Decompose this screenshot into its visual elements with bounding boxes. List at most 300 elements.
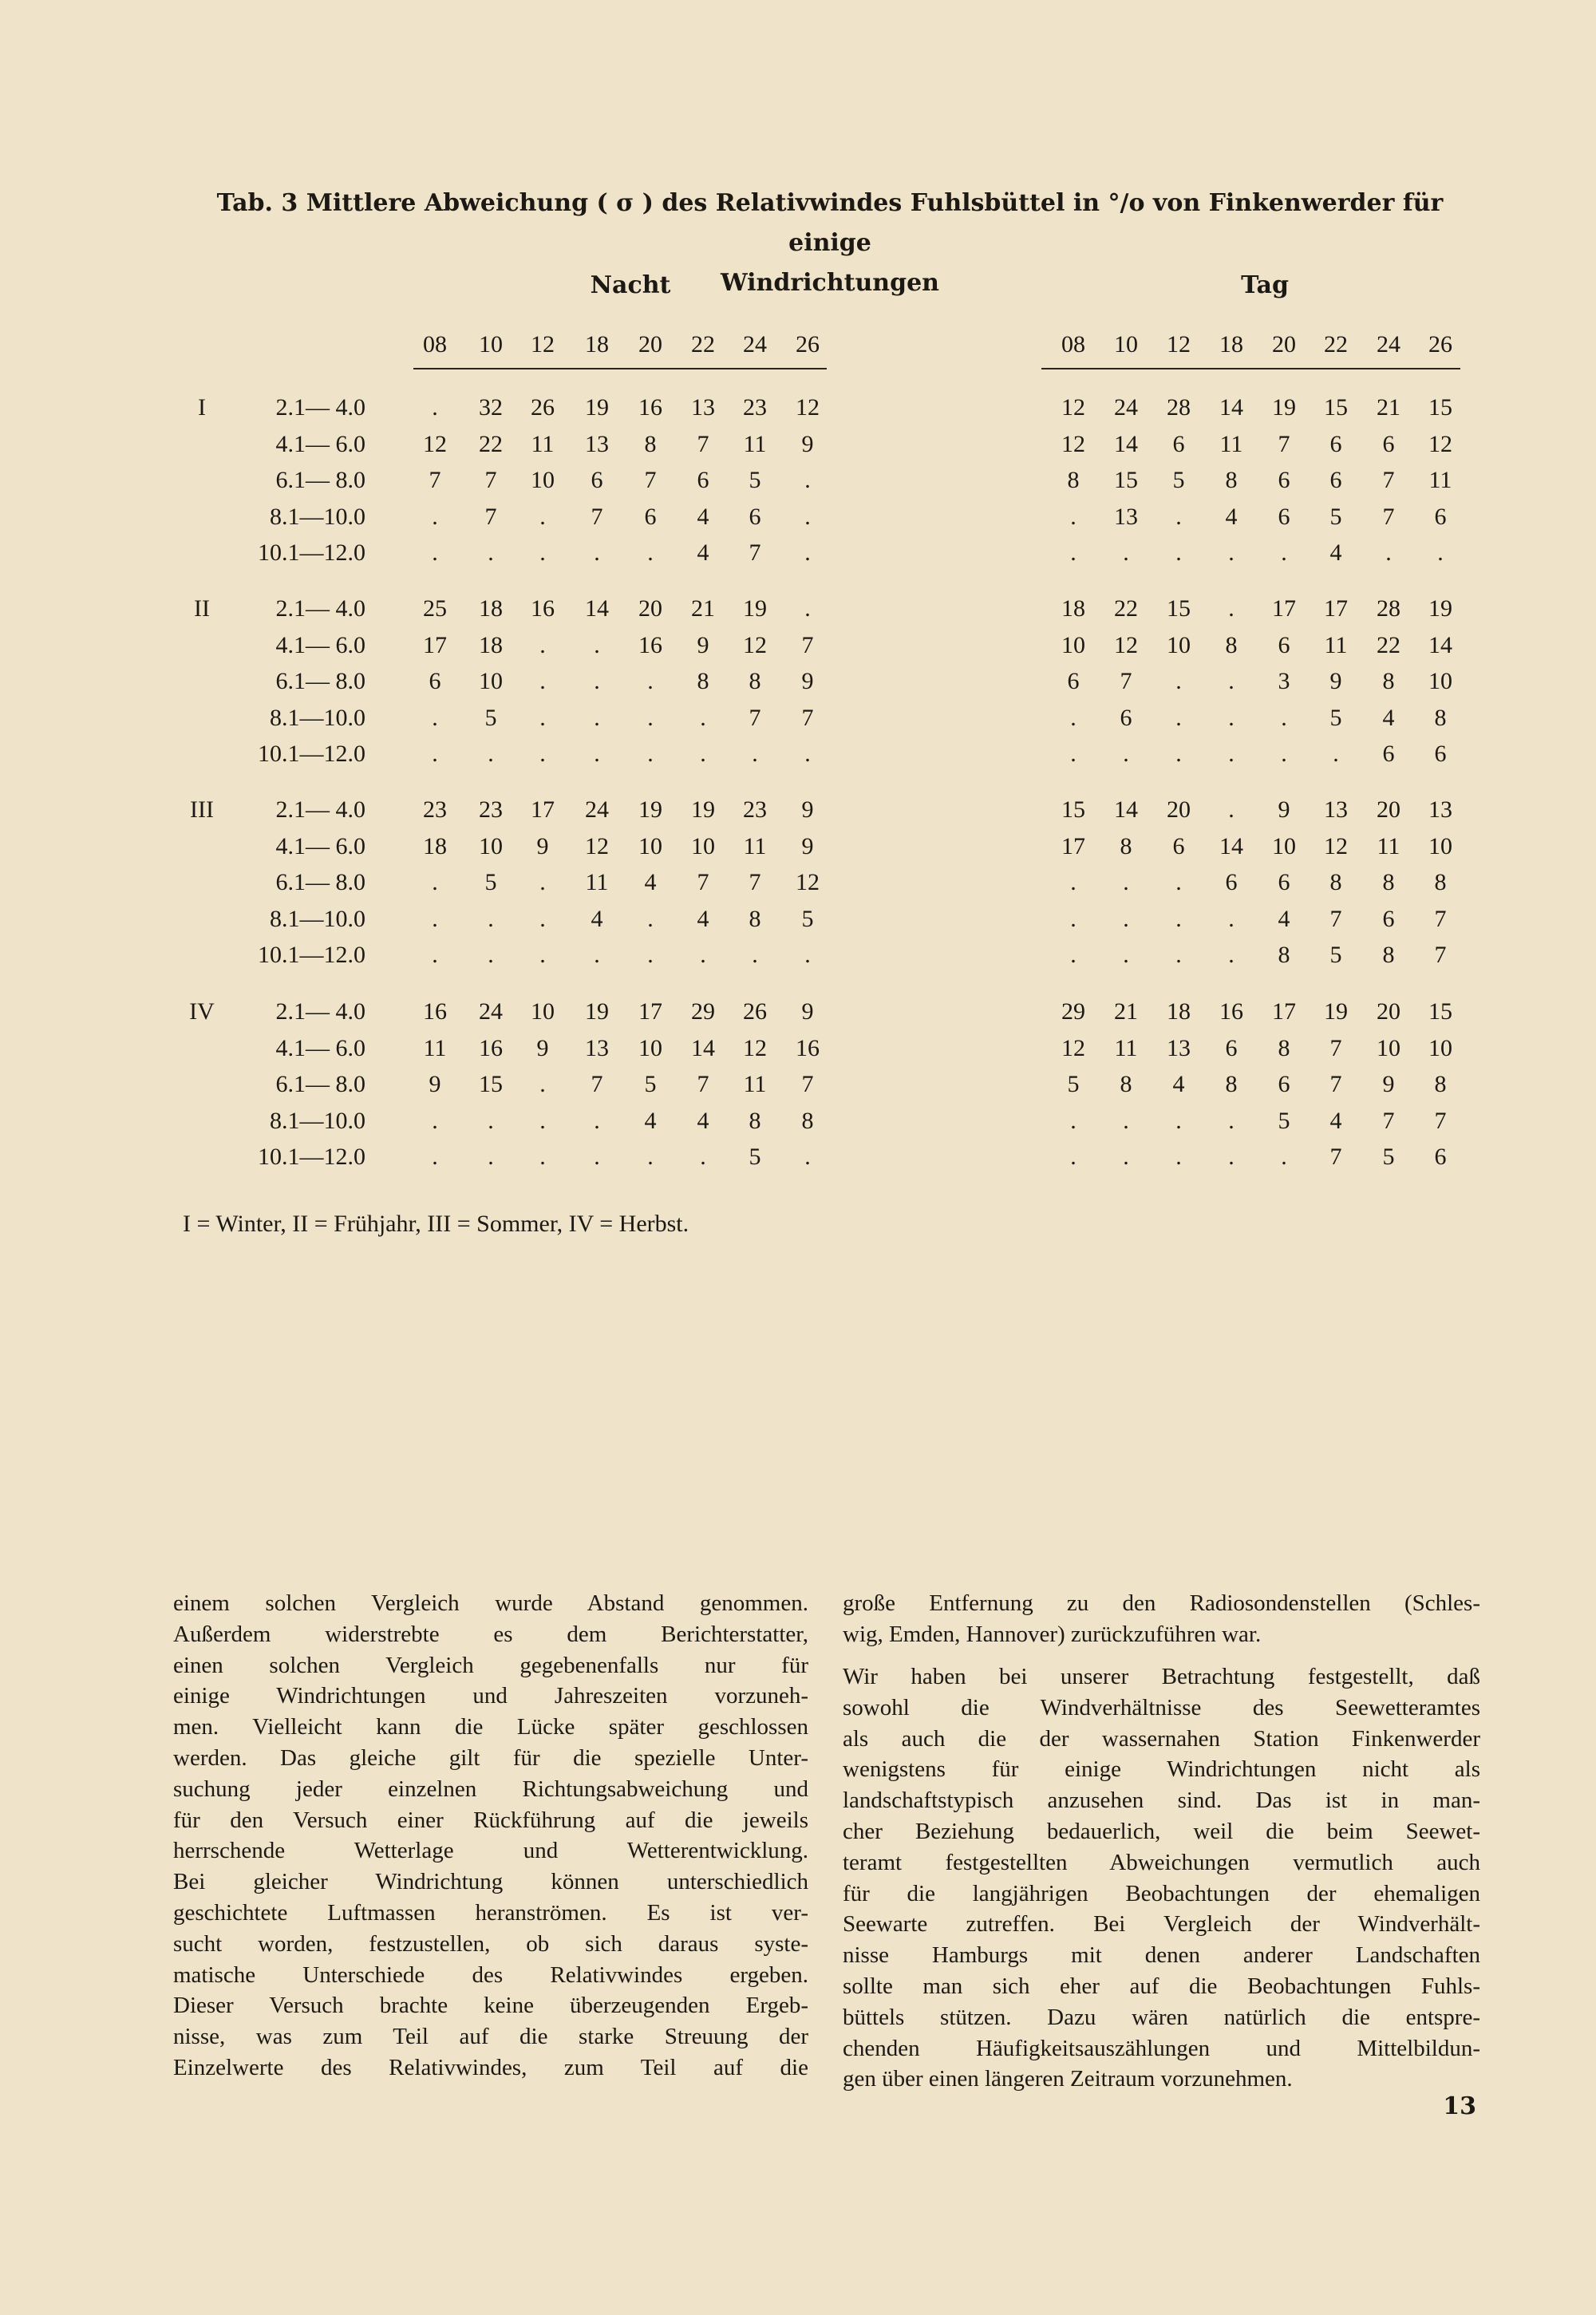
table-cell-nacht: 14 xyxy=(585,595,609,622)
table-cell-nacht: 11 xyxy=(743,1071,767,1097)
wind-speed-range: 6.1— 8.0 xyxy=(275,668,365,694)
table-cell-nacht: 11 xyxy=(743,833,767,859)
table-cell-tag: 6 xyxy=(1067,668,1080,694)
text-line: teramt festgestellten Abweichungen vermutlich auch xyxy=(843,1849,1480,1875)
table-cell-nacht: 24 xyxy=(585,796,609,823)
table-cell-tag: 6 xyxy=(1329,431,1342,457)
table-cell-nacht: . xyxy=(647,1144,654,1170)
table-cell-nacht: . xyxy=(488,539,494,566)
table-cell-tag: . xyxy=(1228,741,1235,767)
table-cell-tag: 13 xyxy=(1428,796,1452,823)
table-cell-nacht: . xyxy=(594,539,600,566)
table-cell-nacht: . xyxy=(432,906,438,932)
table-cell-nacht: 16 xyxy=(638,394,662,421)
table-cell-tag: 12 xyxy=(1428,431,1452,457)
table-cell-tag: 8 xyxy=(1434,1071,1447,1097)
table-cell-nacht: . xyxy=(594,632,600,658)
table-cell-nacht: . xyxy=(647,668,654,694)
table-cell-nacht: 13 xyxy=(585,1035,609,1061)
table-cell-tag: 10 xyxy=(1061,632,1085,658)
table-cell-tag: . xyxy=(1070,1108,1077,1134)
group-heading-tag: Tag xyxy=(1241,271,1289,299)
table-cell-tag: . xyxy=(1228,796,1235,823)
table-cell-tag: . xyxy=(1228,705,1235,731)
table-cell-tag: 7 xyxy=(1278,431,1290,457)
table-cell-tag: 5 xyxy=(1329,504,1342,530)
table-cell-tag: . xyxy=(1228,1108,1235,1134)
table-cell-tag: 8 xyxy=(1225,632,1238,658)
table-cell-tag: 13 xyxy=(1324,796,1348,823)
table-cell-tag: . xyxy=(1228,668,1235,694)
table-cell-nacht: 7 xyxy=(749,869,761,895)
table-cell-tag: . xyxy=(1070,539,1077,566)
table-cell-nacht: 19 xyxy=(585,998,609,1025)
table-cell-nacht: . xyxy=(488,741,494,767)
table-cell-tag: 6 xyxy=(1382,741,1395,767)
table-cell-tag: . xyxy=(1281,705,1287,731)
table-cell-nacht: 16 xyxy=(638,632,662,658)
table-cell-nacht: 4 xyxy=(697,1108,709,1134)
table-cell-nacht: 5 xyxy=(484,705,497,731)
text-line: Wir haben bei unserer Betrachtung festgestellt, daß xyxy=(843,1664,1480,1689)
text-line: nisse, was zum Teil auf die starke Streuung der xyxy=(173,2024,808,2050)
season-label: II xyxy=(194,595,210,622)
table-cell-tag: . xyxy=(1123,741,1129,767)
table-cell-nacht: . xyxy=(647,539,654,566)
table-cell-nacht: 7 xyxy=(484,504,497,530)
table-cell-tag: 5 xyxy=(1172,467,1185,493)
table-cell-nacht: . xyxy=(539,1144,546,1170)
table-cell-nacht: 12 xyxy=(743,1035,767,1061)
table-cell-tag: 6 xyxy=(1382,906,1395,932)
table-cell-nacht: 23 xyxy=(479,796,503,823)
table-cell-tag: 15 xyxy=(1061,796,1085,823)
table-cell-nacht: 10 xyxy=(638,1035,662,1061)
table-cell-nacht: 7 xyxy=(429,467,441,493)
table-cell-tag: 7 xyxy=(1120,668,1132,694)
wind-speed-range: 10.1—12.0 xyxy=(258,539,365,566)
table-cell-nacht: 7 xyxy=(749,705,761,731)
table-cell-nacht: 8 xyxy=(749,668,761,694)
table-cell-nacht: . xyxy=(432,705,438,731)
table-cell-nacht: 16 xyxy=(531,595,555,622)
table-cell-tag: 20 xyxy=(1167,796,1191,823)
table-cell-tag: 18 xyxy=(1167,998,1191,1025)
table-cell-nacht: 7 xyxy=(644,467,657,493)
wind-speed-range: 8.1—10.0 xyxy=(270,705,365,731)
table-cell-tag: 9 xyxy=(1278,796,1290,823)
wind-speed-range: 4.1— 6.0 xyxy=(275,632,365,658)
table-cell-tag: 20 xyxy=(1377,796,1400,823)
table-cell-nacht: 23 xyxy=(743,394,767,421)
table-cell-nacht: 7 xyxy=(591,504,603,530)
table-cell-nacht: . xyxy=(539,906,546,932)
table-cell-nacht: . xyxy=(700,942,706,968)
table-cell-tag: . xyxy=(1281,741,1287,767)
table-cell-nacht: . xyxy=(700,705,706,731)
table-cell-tag: . xyxy=(1281,1144,1287,1170)
table-cell-nacht: . xyxy=(432,1144,438,1170)
table-cell-tag: 19 xyxy=(1428,595,1452,622)
text-line: büttels stützen. Dazu wären natürlich die entspre- xyxy=(843,2004,1480,2030)
table-cell-nacht: 6 xyxy=(749,504,761,530)
table-cell-nacht: . xyxy=(539,1108,546,1134)
table-cell-tag: 6 xyxy=(1225,1035,1238,1061)
table-cell-nacht: . xyxy=(539,504,546,530)
table-cell-tag: 8 xyxy=(1120,1071,1132,1097)
table-cell-nacht: 26 xyxy=(743,998,767,1025)
table-cell-nacht: 16 xyxy=(796,1035,820,1061)
column-header-nacht: 22 xyxy=(691,331,715,358)
wind-speed-range: 6.1— 8.0 xyxy=(275,869,365,895)
table-cell-nacht: . xyxy=(539,869,546,895)
column-header-nacht: 20 xyxy=(638,331,662,358)
table-cell-nacht: 12 xyxy=(796,869,820,895)
table-cell-tag: 6 xyxy=(1382,431,1395,457)
table-cell-tag: 6 xyxy=(1225,869,1238,895)
table-cell-tag: 7 xyxy=(1382,467,1395,493)
table-cell-tag: 14 xyxy=(1219,394,1243,421)
column-header-nacht: 10 xyxy=(479,331,503,358)
table-cell-nacht: 6 xyxy=(429,668,441,694)
table-cell-nacht: 5 xyxy=(749,1144,761,1170)
table-cell-nacht: . xyxy=(432,942,438,968)
table-cell-nacht: 4 xyxy=(697,906,709,932)
table-cell-nacht: 19 xyxy=(691,796,715,823)
table-cell-nacht: 17 xyxy=(423,632,447,658)
table-cell-tag: 19 xyxy=(1272,394,1296,421)
table-cell-tag: 9 xyxy=(1329,668,1342,694)
table-cell-nacht: 18 xyxy=(479,595,503,622)
table-cell-nacht: 4 xyxy=(644,869,657,895)
wind-speed-range: 2.1— 4.0 xyxy=(275,595,365,622)
table-cell-nacht: 26 xyxy=(531,394,555,421)
table-cell-nacht: 14 xyxy=(691,1035,715,1061)
table-cell-nacht: . xyxy=(647,906,654,932)
table-cell-nacht: 4 xyxy=(697,539,709,566)
table-cell-nacht: 10 xyxy=(531,998,555,1025)
table-cell-tag: . xyxy=(1123,1144,1129,1170)
table-cell-nacht: . xyxy=(804,1144,811,1170)
table-cell-nacht: 25 xyxy=(423,595,447,622)
table-cell-nacht: 9 xyxy=(801,998,814,1025)
table-cell-nacht: 7 xyxy=(749,539,761,566)
table-cell-nacht: 4 xyxy=(591,906,603,932)
table-cell-nacht: 8 xyxy=(644,431,657,457)
caption-line-2: Windrichtungen xyxy=(721,269,939,297)
table-cell-tag: 15 xyxy=(1428,998,1452,1025)
table-cell-nacht: . xyxy=(488,906,494,932)
table-cell-nacht: . xyxy=(647,942,654,968)
wind-speed-range: 10.1—12.0 xyxy=(258,1144,365,1170)
column-header-nacht: 18 xyxy=(585,331,609,358)
table-cell-nacht: 10 xyxy=(638,833,662,859)
table-cell-nacht: . xyxy=(539,705,546,731)
paragraph xyxy=(843,1661,1480,2095)
header-rule-tag xyxy=(1041,368,1460,369)
text-line: men. Vielleicht kann die Lücke später geschlossen xyxy=(173,1714,808,1740)
table-cell-tag: 14 xyxy=(1114,796,1138,823)
wind-speed-range: 4.1— 6.0 xyxy=(275,1035,365,1061)
text-line: gen über einen längeren Zeitraum vorzunehmen. xyxy=(843,2066,1293,2092)
table-cell-nacht: . xyxy=(804,539,811,566)
text-line: herrschende Wetterlage und Wetterentwicklung. xyxy=(173,1838,808,1864)
table-cell-nacht: . xyxy=(594,1108,600,1134)
table-cell-nacht: 5 xyxy=(801,906,814,932)
table-cell-nacht: . xyxy=(432,539,438,566)
column-header-tag: 08 xyxy=(1061,331,1085,358)
paragraph xyxy=(843,1588,1480,1650)
table-cell-tag: 18 xyxy=(1061,595,1085,622)
table-cell-tag: . xyxy=(1175,906,1182,932)
table-cell-tag: 21 xyxy=(1114,998,1138,1025)
column-header-tag: 10 xyxy=(1114,331,1138,358)
table-cell-tag: . xyxy=(1123,906,1129,932)
table-cell-nacht: 9 xyxy=(801,833,814,859)
table-cell-tag: 29 xyxy=(1061,998,1085,1025)
table-cell-tag: 8 xyxy=(1278,942,1290,968)
table-cell-tag: 10 xyxy=(1428,668,1452,694)
table-cell-nacht: 7 xyxy=(697,431,709,457)
wind-speed-range: 2.1— 4.0 xyxy=(275,796,365,823)
table-cell-tag: 6 xyxy=(1434,1144,1447,1170)
column-header-tag: 18 xyxy=(1219,331,1243,358)
table-cell-nacht: 19 xyxy=(585,394,609,421)
column-header-tag: 26 xyxy=(1428,331,1452,358)
table-cell-tag: 9 xyxy=(1382,1071,1395,1097)
caption-line-1: Tab. 3 Mittlere Abweichung ( σ ) des Relativwindes Fuhlsbüttel in °/o von Finkenwerder für einige xyxy=(216,189,1444,257)
table-cell-nacht: 19 xyxy=(638,796,662,823)
group-heading-nacht: Nacht xyxy=(590,271,671,299)
table-cell-nacht: 19 xyxy=(743,595,767,622)
table-cell-tag: 11 xyxy=(1428,467,1452,493)
table-cell-tag: 10 xyxy=(1272,833,1296,859)
table-cell-nacht: . xyxy=(804,467,811,493)
wind-speed-range: 2.1— 4.0 xyxy=(275,998,365,1025)
text-line: Einzelwerte des Relativwindes, zum Teil auf die xyxy=(173,2054,808,2080)
text-line: wenigstens für einige Windrichtungen nicht als xyxy=(843,1756,1480,1783)
table-cell-nacht: . xyxy=(804,504,811,530)
table-cell-tag: 12 xyxy=(1061,431,1085,457)
table-cell-tag: 13 xyxy=(1167,1035,1191,1061)
text-line: für den Versuch einer Rückführung auf die jeweils xyxy=(173,1807,808,1833)
table-cell-tag: 15 xyxy=(1324,394,1348,421)
table-cell-nacht: 6 xyxy=(697,467,709,493)
table-cell-tag: 12 xyxy=(1324,833,1348,859)
table-cell-nacht: . xyxy=(432,869,438,895)
table-cell-tag: . xyxy=(1175,741,1182,767)
table-cell-tag: . xyxy=(1070,504,1077,530)
table-cell-tag: 8 xyxy=(1382,942,1395,968)
table-cell-nacht: 10 xyxy=(479,833,503,859)
table-cell-tag: 11 xyxy=(1114,1035,1138,1061)
table-cell-tag: 8 xyxy=(1278,1035,1290,1061)
table-cell-tag: 22 xyxy=(1114,595,1138,622)
table-cell-nacht: . xyxy=(752,741,758,767)
table-cell-tag: 15 xyxy=(1114,467,1138,493)
table-cell-nacht: . xyxy=(752,942,758,968)
text-line: landschaftstypisch anzusehen sind. Das ist in man- xyxy=(843,1788,1480,1814)
table-cell-tag: . xyxy=(1228,1144,1235,1170)
table-cell-tag: 28 xyxy=(1377,595,1400,622)
table-cell-nacht: 11 xyxy=(585,869,609,895)
text-line: sucht worden, festzustellen, ob sich daraus syste- xyxy=(173,1930,808,1957)
table-cell-nacht: 9 xyxy=(429,1071,441,1097)
wind-speed-range: 4.1— 6.0 xyxy=(275,431,365,457)
table-cell-nacht: . xyxy=(539,741,546,767)
table-cell-tag: 6 xyxy=(1329,467,1342,493)
table-cell-nacht: 17 xyxy=(638,998,662,1025)
table-cell-nacht: 7 xyxy=(484,467,497,493)
table-cell-nacht: . xyxy=(594,668,600,694)
table-cell-tag: 7 xyxy=(1382,504,1395,530)
table-cell-tag: . xyxy=(1070,741,1077,767)
table-cell-tag: 6 xyxy=(1278,467,1290,493)
table-cell-nacht: 13 xyxy=(585,431,609,457)
text-line: matische Unterschiede des Relativwindes ergeben. xyxy=(173,1961,808,1988)
table-cell-tag: 4 xyxy=(1172,1071,1185,1097)
table-cell-tag: 6 xyxy=(1278,869,1290,895)
table-cell-nacht: 6 xyxy=(591,467,603,493)
table-cell-tag: 6 xyxy=(1278,1071,1290,1097)
wind-speed-range: 10.1—12.0 xyxy=(258,942,365,968)
table-cell-tag: 16 xyxy=(1219,998,1243,1025)
table-cell-tag: 10 xyxy=(1428,833,1452,859)
wind-speed-range: 8.1—10.0 xyxy=(270,504,365,530)
table-cell-nacht: . xyxy=(804,942,811,968)
table-cell-nacht: 5 xyxy=(484,869,497,895)
table-cell-tag: 8 xyxy=(1120,833,1132,859)
table-cell-tag: . xyxy=(1070,942,1077,968)
table-cell-tag: 5 xyxy=(1067,1071,1080,1097)
table-cell-tag: 7 xyxy=(1329,906,1342,932)
table-cell-nacht: 7 xyxy=(697,869,709,895)
wind-speed-range: 6.1— 8.0 xyxy=(275,1071,365,1097)
table-cell-tag: 5 xyxy=(1382,1144,1395,1170)
table-cell-tag: 6 xyxy=(1278,504,1290,530)
table-cell-nacht: 16 xyxy=(423,998,447,1025)
table-cell-tag: 3 xyxy=(1278,668,1290,694)
table-cell-nacht: . xyxy=(432,1108,438,1134)
text-line: nisse Hamburgs mit denen anderer Landschaften xyxy=(843,1942,1480,1969)
text-line: für die langjährigen Beobachtungen der ehemaligen xyxy=(843,1880,1480,1906)
table-cell-tag: 19 xyxy=(1324,998,1348,1025)
table-cell-nacht: . xyxy=(804,595,811,622)
table-cell-nacht: 9 xyxy=(801,431,814,457)
table-cell-tag: . xyxy=(1123,942,1129,968)
table-cell-tag: . xyxy=(1175,539,1182,566)
table-cell-tag: 8 xyxy=(1225,467,1238,493)
table-cell-nacht: 5 xyxy=(644,1071,657,1097)
table-cell-nacht: 8 xyxy=(801,1108,814,1134)
table-cell-tag: 17 xyxy=(1324,595,1348,622)
text-line: Dieser Versuch brachte keine überzeugenden Ergeb- xyxy=(173,1993,808,2019)
column-header-tag: 20 xyxy=(1272,331,1296,358)
table-cell-nacht: 17 xyxy=(531,796,555,823)
text-line: einen solchen Vergleich gegebenenfalls nur für xyxy=(173,1652,808,1678)
table-cell-tag: . xyxy=(1228,595,1235,622)
table-cell-nacht: 11 xyxy=(531,431,555,457)
table-cell-nacht: 20 xyxy=(638,595,662,622)
table-cell-nacht: . xyxy=(539,1071,546,1097)
table-cell-tag: . xyxy=(1123,539,1129,566)
table-cell-tag: 4 xyxy=(1278,906,1290,932)
table-cell-tag: 8 xyxy=(1225,1071,1238,1097)
table-cell-nacht: 12 xyxy=(423,431,447,457)
table-cell-tag: . xyxy=(1070,906,1077,932)
table-cell-nacht: 22 xyxy=(479,431,503,457)
table-cell-nacht: 11 xyxy=(743,431,767,457)
table-cell-tag: . xyxy=(1175,504,1182,530)
table-cell-nacht: 8 xyxy=(749,1108,761,1134)
table-cell-nacht: 4 xyxy=(644,1108,657,1134)
table-cell-tag: . xyxy=(1228,539,1235,566)
table-cell-nacht: 7 xyxy=(801,632,814,658)
table-cell-tag: 8 xyxy=(1067,467,1080,493)
table-cell-tag: 28 xyxy=(1167,394,1191,421)
table-cell-tag: 11 xyxy=(1219,431,1243,457)
table-cell-tag: . xyxy=(1123,1108,1129,1134)
table-cell-nacht: 12 xyxy=(585,833,609,859)
text-line: wig, Emden, Hannover) zurückzuführen war. xyxy=(843,1621,1262,1647)
table-cell-nacht: 18 xyxy=(479,632,503,658)
table-cell-tag: 6 xyxy=(1172,833,1185,859)
table-cell-nacht: 16 xyxy=(479,1035,503,1061)
table-cell-tag: 4 xyxy=(1329,539,1342,566)
table-cell-tag: 13 xyxy=(1114,504,1138,530)
header-rule-nacht xyxy=(413,368,827,369)
table-cell-tag: . xyxy=(1123,869,1129,895)
table-cell-nacht: 8 xyxy=(697,668,709,694)
table-cell-tag: 17 xyxy=(1272,998,1296,1025)
table-cell-tag: 5 xyxy=(1329,705,1342,731)
table-cell-tag: 12 xyxy=(1061,394,1085,421)
paragraph xyxy=(173,1588,808,2084)
table-cell-nacht: . xyxy=(647,741,654,767)
table-cell-tag: . xyxy=(1175,1108,1182,1134)
table-cell-nacht: . xyxy=(432,394,438,421)
table-cell-nacht: . xyxy=(432,741,438,767)
table-cell-tag: 6 xyxy=(1172,431,1185,457)
wind-speed-range: 8.1—10.0 xyxy=(270,906,365,932)
table-cell-tag: 8 xyxy=(1382,668,1395,694)
text-line: einem solchen Vergleich wurde Abstand genommen. xyxy=(173,1590,808,1616)
table-cell-nacht: 9 xyxy=(536,833,549,859)
table-cell-nacht: . xyxy=(594,741,600,767)
table-cell-nacht: . xyxy=(594,942,600,968)
table-cell-nacht: 32 xyxy=(479,394,503,421)
wind-speed-range: 6.1— 8.0 xyxy=(275,467,365,493)
table-cell-tag: 10 xyxy=(1167,632,1191,658)
table-cell-nacht: 23 xyxy=(743,796,767,823)
table-cell-tag: . xyxy=(1175,942,1182,968)
table-cell-tag: 24 xyxy=(1114,394,1138,421)
table-cell-tag: 7 xyxy=(1329,1144,1342,1170)
table-cell-nacht: 24 xyxy=(479,998,503,1025)
table-cell-tag: . xyxy=(1333,741,1339,767)
table-cell-tag: 6 xyxy=(1278,632,1290,658)
table-cell-nacht: 9 xyxy=(536,1035,549,1061)
table-cell-tag: 11 xyxy=(1377,833,1400,859)
table-cell-nacht: . xyxy=(539,632,546,658)
table-cell-nacht: 9 xyxy=(697,632,709,658)
table-cell-nacht: 7 xyxy=(697,1071,709,1097)
table-cell-tag: 14 xyxy=(1219,833,1243,859)
text-line: Außerdem widerstrebte es dem Berichterstatter, xyxy=(173,1621,808,1647)
table-cell-tag: . xyxy=(1281,539,1287,566)
table-cell-tag: 11 xyxy=(1324,632,1348,658)
table-cell-nacht: . xyxy=(539,539,546,566)
